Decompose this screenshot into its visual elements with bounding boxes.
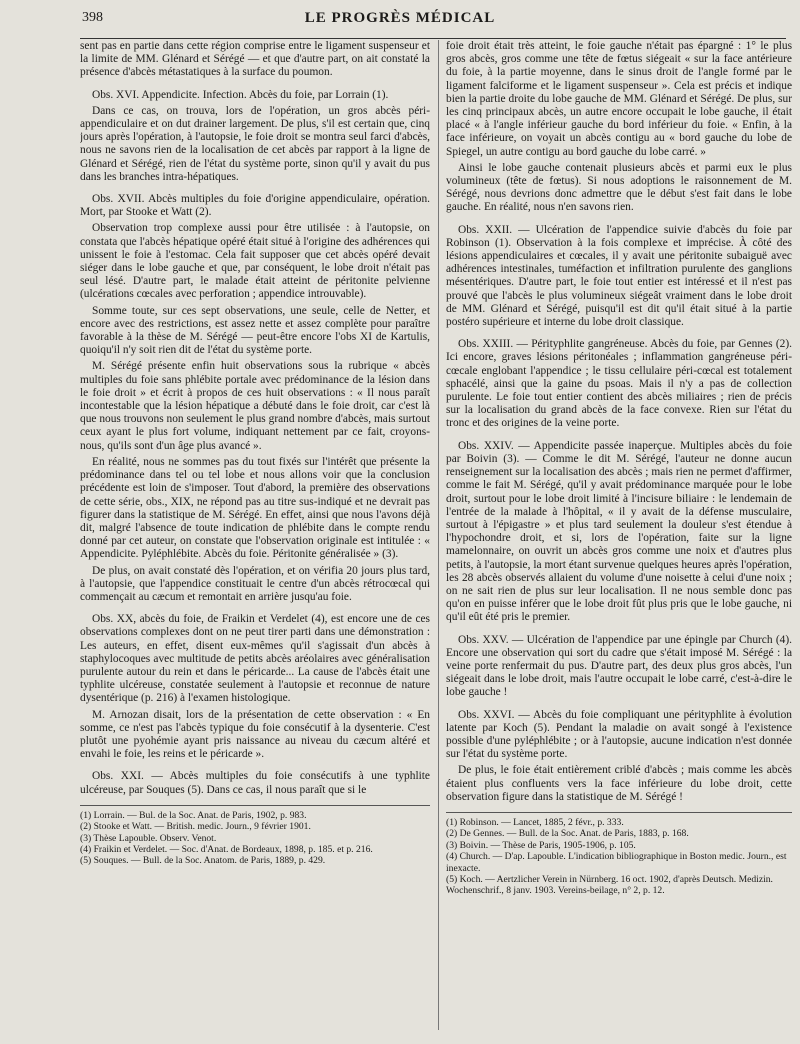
observation-paragraph: Obs. XXII. — Ulcération de l'appendice suivie d'abcès du foie par Robinson (1). Observation à la fois complexe et imprécise. À côté des lésions appendiculaires et cœcales, il y avait une péritonite subaiguë avec adhérences intestinales, tuméfaction et infiltration purulente des ganglions mésentériques. D'autre part, le foie tout entier est intéressé et il n'est pas prouvé que l'abcès le plus volumineux siégeât vraiment dans le lobe droit de MM. Glénard et Sérégé, puisqu'il est dit qu'il était situé à la partie postéro supérieure et interne du lobe droit classique. — [446, 223, 792, 329]
right-column — [446, 40, 792, 1030]
paragraph: foie droit était très atteint, le foie gauche n'était pas épargné : 1° le plus gros abcès, gros comme une tête de fœtus siégeait « sur la face antérieure du foie, à la partie moyenne, dans le sinus droit de l'angle formé par le ligament falciforme et le ligament suspenseur ». Cela est précis et indique bien la partie droite du lobe gauche de MM. Glénard et Sérégé. De plus, sur les cinq principaux abcès, un autre encore occupait le lobe gauche, il était placé « à l'angle inférieur gauche du bord inférieur du foie. « Enfin, à la face inférieure, on voyait un abcès contigu au « bord gauche du lobe de Spiegel, un autre contigu au bord gauche du lobe carré. » — [446, 40, 792, 158]
left-column — [80, 40, 430, 1030]
footnote: (3) Thèse Lapouble. Observ. Venot. — [80, 832, 217, 844]
journal-title: LE PROGRÈS MÉDICAL — [304, 10, 496, 26]
footnote: (1) Robinson. — Lancet, 1885, 2 févr., p. 333. — [446, 816, 624, 828]
footnote: (3) Boivin. — Thèse de Paris, 1905-1906, p. 105. — [446, 839, 636, 851]
header-rule — [80, 38, 786, 39]
footnote: (2) Stooke et Watt. — British. medic. Journ., 9 février 1901. — [80, 821, 311, 833]
observation-paragraph: Obs. XXVI. — Abcès du foie compliquant une pérityphlite à évolution latente par Koch (5). Pendant la maladie on avait songé à l'existence possible d'une pyléphlébite ; or à l'autopsie, aucune indication n'est donnée sur l'état du système porte. — [446, 708, 792, 761]
page-number: 398 — [82, 10, 103, 25]
observation-heading: Obs. XVI. Appendicite. Infection. Abcès du foie, par Lorrain (1). — [92, 88, 389, 101]
paragraph: Ainsi le lobe gauche contenait plusieurs abcès et parmi eux le plus volumineux (tête de fœtus). Si nous adoptions le raisonnement de M. Sérégé, nous devrions donc admettre que le début s'est fait dans le lobe gauche. En réalité, nous n'en savons rien. — [446, 161, 792, 214]
left-footnotes — [80, 805, 430, 867]
footnote: (1) Lorrain. — Bul. de la Soc. Anat. de Paris, 1902, p. 983. — [80, 809, 307, 821]
footnote: (5) Koch. — Aertzlicher Verein in Nürnberg. 16 oct. 1902, d'après Deutsch. Medizin. Wochenschrif., 8 janv. 1903. Vereins-beilage, n° 2, p. 12. — [446, 874, 773, 897]
observation-paragraph: Obs. XXI. — Abcès multiples du foie consécutifs à une typhlite ulcéreuse, par Souques (5). Dans ce cas, il nous paraît que si le — [80, 770, 430, 796]
paragraph: M. Sérégé présente enfin huit observations sous la rubrique « abcès multiples du foie sans phlébite portale avec prédominance de la lésion dans le foie droit » et écrit à propos de ces huit observations : « Il nous paraît incontestable que la lésion hépatique a débuté dans le foie droit, car c'est là que nous trouvons non seulement le plus grand nombre d'abcès, mais surtout ceux ayant le plus fort volume, indiquant nettement par ce fait, croyons-nous, qu'ils sont d'un âge plus avancé ». — [80, 360, 430, 452]
paragraph: De plus, le foie était entièrement criblé d'abcès ; mais comme les abcès étaient plus confluents vers la face inférieure du lobe droit, cette observation figure dans la statistique de M. Sérégé ! — [446, 764, 792, 803]
right-footnotes — [446, 812, 792, 897]
footnote: (5) Souques. — Bull. de la Soc. Anatom. de Paris, 1889, p. 429. — [80, 855, 326, 867]
observation-paragraph: Obs. XXIII. — Pérityphlite gangréneuse. Abcès du foie, par Gennes (2). Ici encore, graves lésions péritonéales ; inflammation gangréneuse péri-cœcale englobant l'appendice ; le tissu cellulaire péri-cœcal est totalement sphacélé, ainsi que la gaine du psoas. Mais il n'y a pas de collection purulente. Le foie tout entier contient des abcès miliaires ; rien de précis sur la localisation du grand abcès de la face convexe. Rien sur l'état du tronc et des origines de la veine porte. — [446, 338, 792, 430]
footnote: (2) De Gennes. — Bull. de la Soc. Anat. de Paris, 1883, p. 168. — [446, 828, 689, 840]
paragraph: De plus, on avait constaté dès l'opération, et on vérifia 20 jours plus tard, à l'autopsie, que l'appendice constituait le centre d'un abcès rétrocœcal qui commençait au cæcum et remontait en arrière jusqu'au foie. — [80, 564, 430, 603]
observation-paragraph: Obs. XXV. — Ulcération de l'appendice par une épingle par Church (4). Encore une observation qui sort du cadre que s'était imposé M. Sérégé : la veine porte renfermait du pus. D'autre part, des deux plus gros abcès, l'un siégeait dans le lobe droit, mais l'autre occupait le lobe carré, c'est-à-dire le lobe gauche ! — [446, 633, 792, 699]
right-body — [446, 40, 792, 804]
paragraph: sent pas en partie dans cette région comprise entre le ligament suspenseur et la limite de MM. Glénard et Sérégé — et que d'autre part, on ait constaté la présence d'abcès métastatiques à la surface du poumon. — [80, 40, 430, 79]
paragraph: En réalité, nous ne sommes pas du tout fixés sur l'intérêt que présente la prédominance dans tel ou tel lobe et nous allons voir que la conclusion précédente est loin de s'imposer. Tout d'abord, la première des observations de cette série, obs., XIX, ne répond pas au titre sus-indiqué et ne devrait pas figurer dans la statistique de M. Sérégé. En effet, ainsi que nous l'avons déjà dit, malgré l'absence de toute indication de phlébite dans le compte rendu donné par cet auteur, on constate que l'observation originale est intitulée : « Appendicite. Pyléphlébite. Abcès du foie. Péritonite généralisée » (3). — [80, 455, 430, 561]
column-separator — [438, 40, 439, 1030]
observation-heading: Obs. XVII. Abcès multiples du foie d'origine appendiculaire, opération. Mort, par Stooke et Watt (2). — [80, 193, 430, 219]
footnote: (4) Church. — D'ap. Lapouble. L'indication bibliographique in Boston medic. Journ., est inexacte. — [446, 851, 787, 874]
paragraph: Observation trop complexe aussi pour être utilisée : à l'autopsie, on constata que l'abcès hépatique opéré était situé à l'origine des adhérences qui unissent le foie à l'estomac. Cela fait supposer que cet abcès opéré devait siéger dans le lobe gauche et que, par conséquent, le lobe droit n'était pas seul lésé. D'autre part, le malade était atteint de péritonite pelvienne (ulcérations cœcales avec perforation ; appendice introuvable). — [80, 222, 430, 301]
observation-paragraph: Obs. XXIV. — Appendicite passée inaperçue. Multiples abcès du foie par Boivin (3). — Comme le dit M. Sérégé, l'auteur ne donne aucun renseignement sur la localisation des abcès ; mais rien ne permet d'affirmer, comme le fait M. Sérégé, qu'il y avait prédominance marquée pour le lobe droit, surtout pour le lobe droit limité à l'incisure biliaire : le lendemain de l'entrée de la malade à l'hôpital, « il y avait de la défense musculaire, surtout à l'épigastre » et plus tard seulement la douleur s'est étendue à l'hypochondre droit, et si, lors de l'opération, faite sur la ligne mamelonnaire, on ouvrit un abcès gros comme une noix et d'autres plus petits, à l'autopsie, la mort étant survenue quelques heures après l'opération, les 28 abcès observés allaient du volume d'une noisette à celui d'une noix ; on ne sait rien de plus sur leur localisation. Il ne nous semble donc pas qu'on en puisse inférer que le lobe droit fût plus pris que le lobe gauche, ni qu'il eût été pris le premier. — [446, 439, 792, 624]
left-body — [80, 40, 430, 797]
paragraph: M. Arnozan disait, lors de la présentation de cette observation : « En somme, ce n'est pas l'abcès typique du foie consécutif à la dysenterie. C'est plutôt une pyohémie ayant pris naissance au niveau du cæcum altéré et envahi le foie, les reins et le péricarde ». — [80, 708, 430, 761]
observation-paragraph: Obs. XX, abcès du foie, de Fraikin et Verdelet (4), est encore une de ces observations complexes dont on ne peut tirer parti dans une démonstration : Les auteurs, en effet, disent eux-mêmes qu'il s'agissait d'un abcès à staphylocoques avec multitude de petits abcès aréolaires avec généralisation purulente autour du rein et dans le péricarde... La cause de l'abcès était une typhlite ulcéreuse, constatée seulement à l'autopsie et reconnue de nature dysentérique (p. 216) à l'examen histologique. — [80, 613, 430, 705]
paragraph: Somme toute, sur ces sept observations, une seule, celle de Netter, et encore avec des restrictions, est assez nette et assez complète pour paraître favorable à la thèse de M. Sérégé — peut-être encore l'obs XI de Kartulis, quoiqu'il n'y soit rien dit de l'état du système porte. — [80, 304, 430, 357]
page-header — [0, 8, 800, 32]
paragraph: Dans ce cas, on trouva, lors de l'opération, un gros abcès péri-appendiculaire et on dut drainer largement. De plus, s'il est certain que, cinq jours après l'opération, à l'autopsie, le foie droit se montra seul farci d'abcès, nous ne savons rien de la localisation de cet abcès par rapport à la ligne de Glénard et Sérégé, rien de l'état du système porte, sinon qu'il y avait du pus dans les branches intra-hépatiques. — [80, 104, 430, 183]
footnote: (4) Fraikin et Verdelet. — Soc. d'Anat. de Bordeaux, 1898, p. 185. et p. 216. — [80, 843, 373, 855]
